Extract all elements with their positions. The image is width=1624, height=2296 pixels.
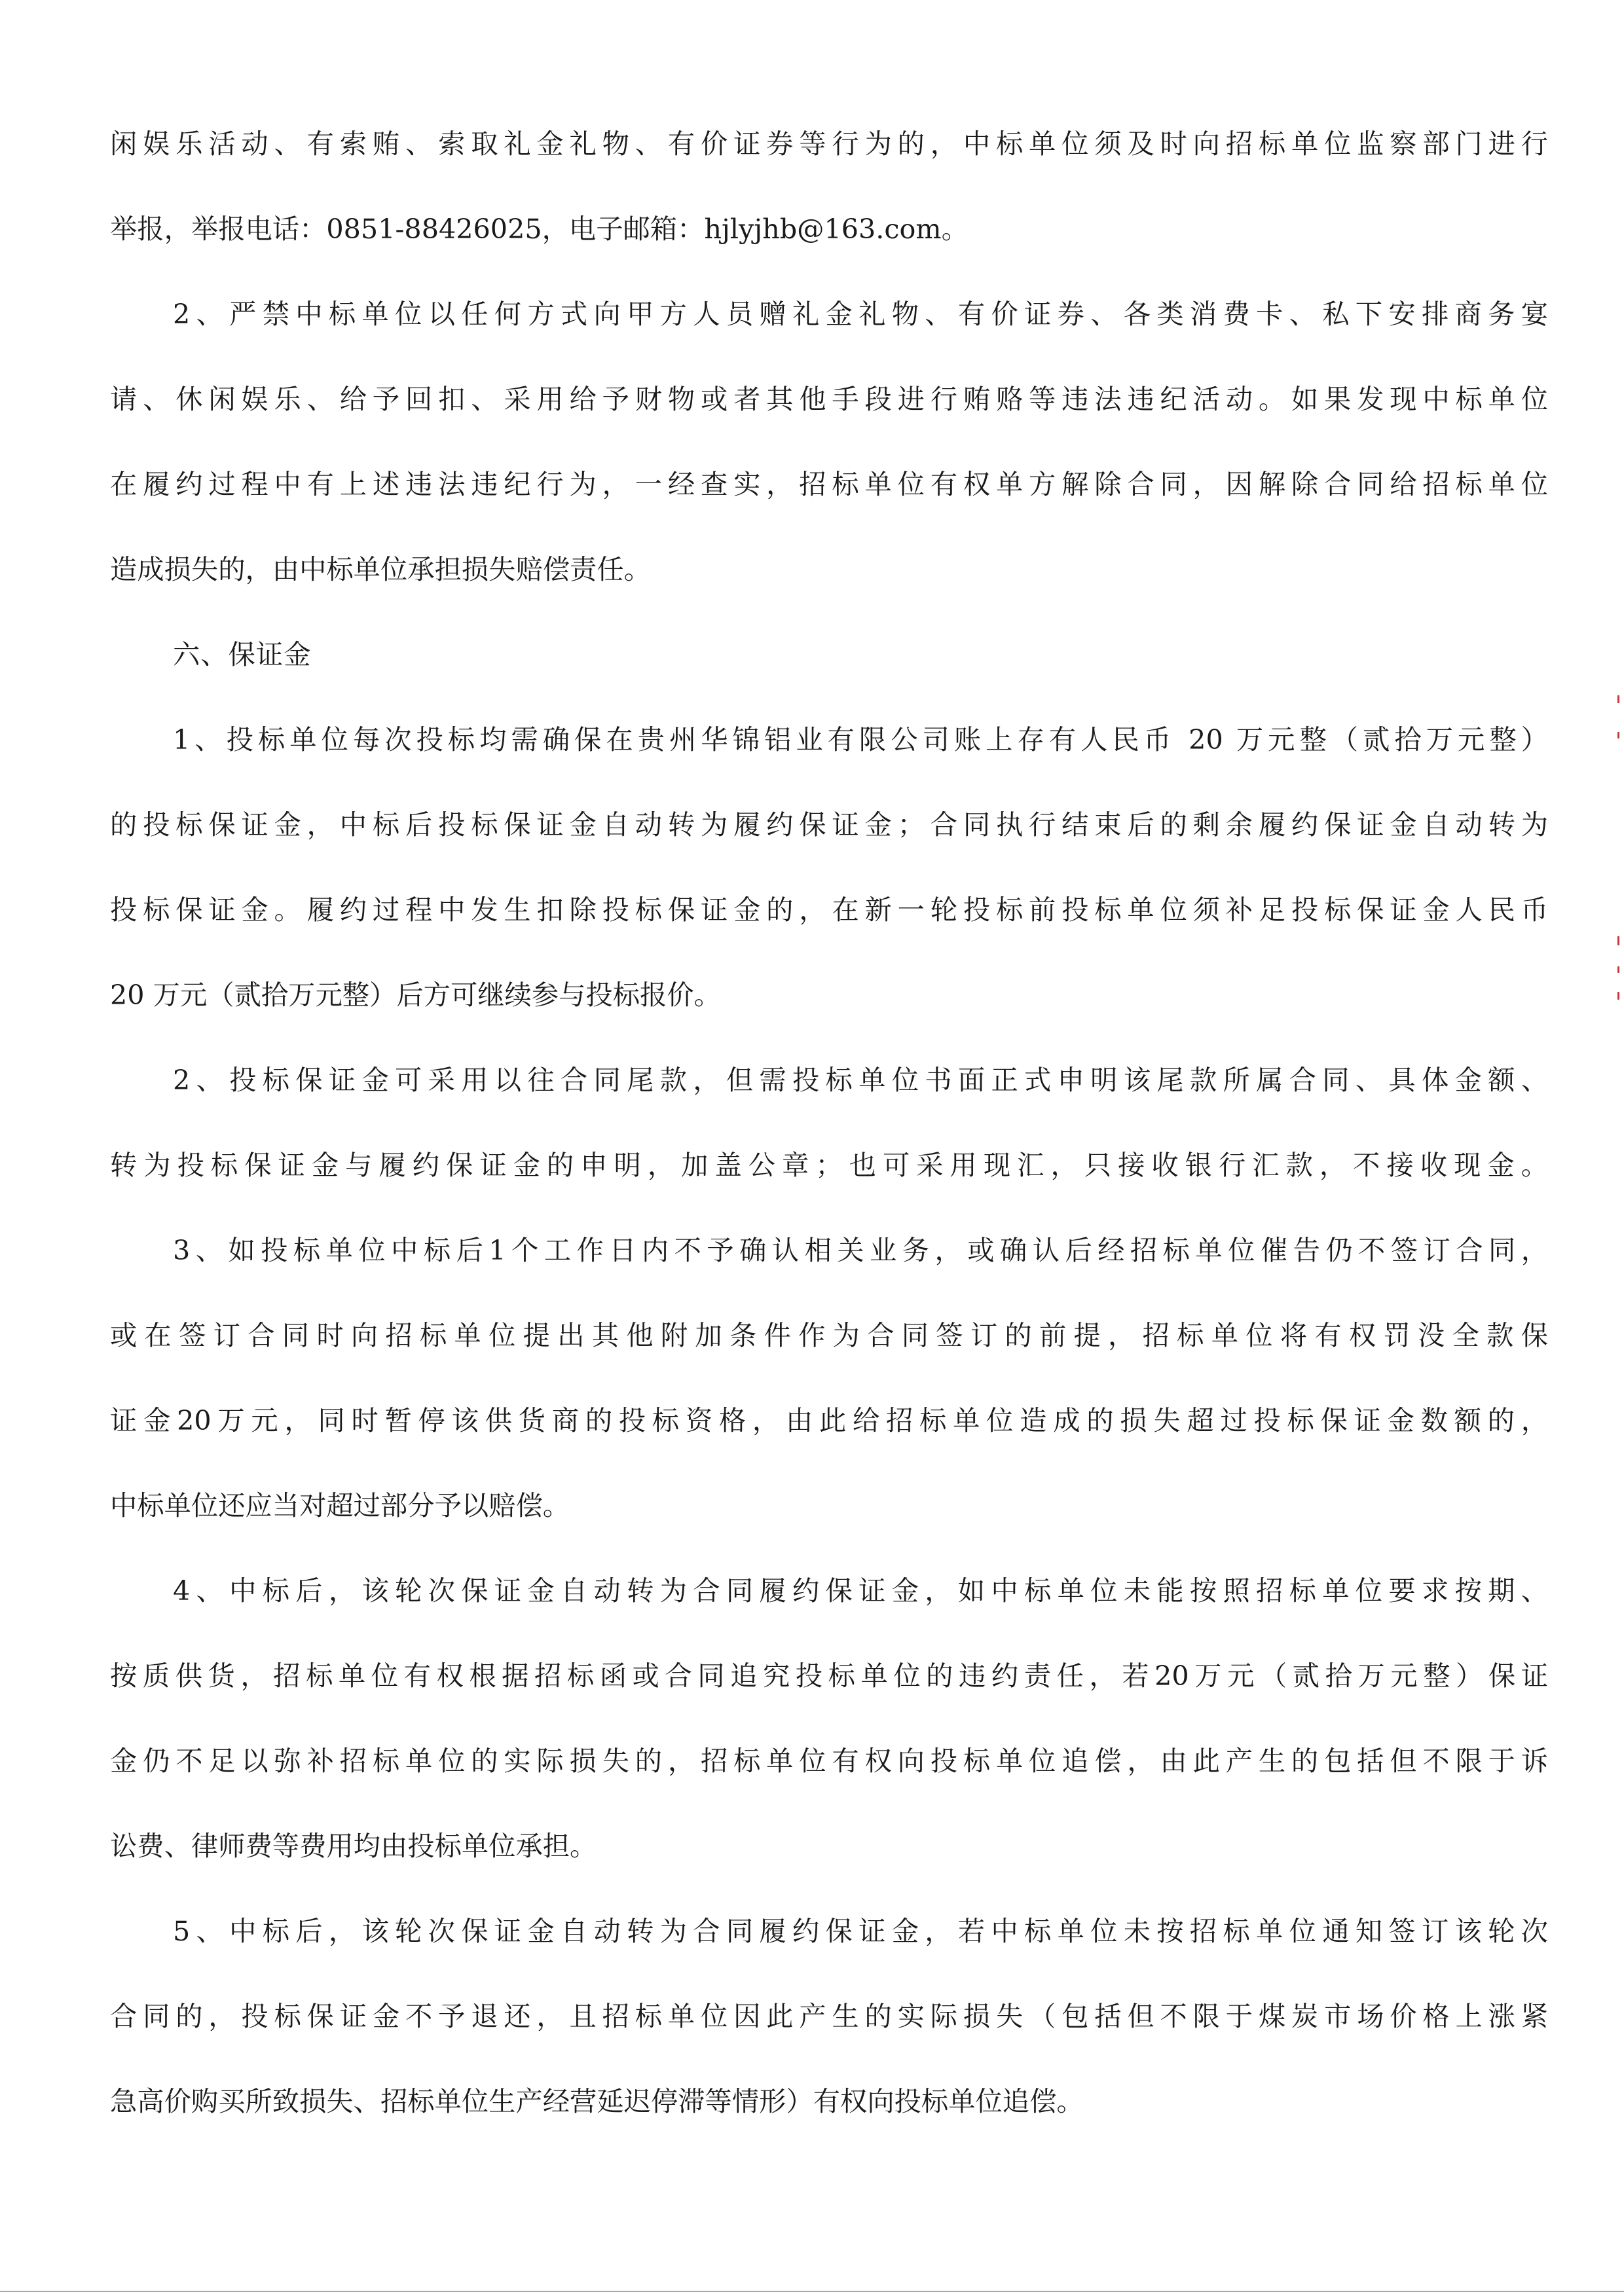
section-heading: 六、保证金 bbox=[173, 639, 312, 670]
scan-mark bbox=[1617, 992, 1619, 1000]
text-line: 的投标保证金，中标后投标保证金自动转为履约保证金；合同执行结束后的剩余履约保证金自动转为 bbox=[110, 809, 1548, 841]
text-line: 4、中标后，该轮次保证金自动转为合同履约保证金，如中标单位未能按照招标单位要求按期、 bbox=[173, 1575, 1548, 1607]
text-line: 证金20万元，同时暂停该供货商的投标资格，由此给招标单位造成的损失超过投标保证金数额的， bbox=[110, 1405, 1548, 1436]
text-line: 1、投标单位每次投标均需确保在贵州华锦铝业有限公司账上存有人民币 20 万元整（贰拾万元整） bbox=[173, 724, 1548, 756]
text-line: 中标单位还应当对超过部分予以赔偿。 bbox=[110, 1490, 570, 1522]
text-line: 急高价购买所致损失、招标单位生产经营延迟停滞等情形）有权向投标单位追偿。 bbox=[110, 2086, 1084, 2117]
text-line: 转为投标保证金与履约保证金的申明，加盖公章；也可采用现汇，只接收银行汇款，不接收现金。 bbox=[110, 1150, 1548, 1181]
scan-mark bbox=[1617, 966, 1619, 973]
text-line: 3、如投标单位中标后1个工作日内不予确认相关业务，或确认后经招标单位催告仍不签订合同， bbox=[173, 1235, 1548, 1266]
text-line: 合同的，投标保证金不予退还，且招标单位因此产生的实际损失（包括但不限于煤炭市场价格上涨紧 bbox=[110, 2001, 1548, 2032]
text-line: 金仍不足以弥补招标单位的实际损失的，招标单位有权向投标单位追偿，由此产生的包括但不限于诉 bbox=[110, 1745, 1548, 1777]
scan-mark bbox=[1617, 936, 1619, 945]
scan-mark bbox=[1617, 732, 1619, 738]
text-line: 闲娱乐活动、有索贿、索取礼金礼物、有价证券等行为的，中标单位须及时向招标单位监察部门进行 bbox=[110, 128, 1548, 160]
text-line: 按质供货，招标单位有权根据招标函或合同追究投标单位的违约责任，若20万元（贰拾万元整）保证 bbox=[110, 1660, 1548, 1692]
text-line: 20 万元（贰拾万元整）后方可继续参与投标报价。 bbox=[110, 979, 721, 1011]
text-line: 造成损失的，由中标单位承担损失赔偿责任。 bbox=[110, 554, 651, 585]
text-line: 2、投标保证金可采用以往合同尾款，但需投标单位书面正式申明该尾款所属合同、具体金额、 bbox=[173, 1065, 1548, 1096]
text-line: 讼费、律师费等费用均由投标单位承担。 bbox=[110, 1831, 597, 1862]
text-line: 请、休闲娱乐、给予回扣、采用给予财物或者其他手段进行贿赂等违法违纪活动。如果发现中标单位 bbox=[110, 384, 1548, 415]
page-bottom-edge bbox=[0, 2291, 1624, 2292]
scan-mark bbox=[1617, 695, 1619, 703]
text-line: 举报，举报电话：0851-88426025，电子邮箱：hjlyjhb@163.com。 bbox=[110, 213, 969, 245]
text-line: 投标保证金。履约过程中发生扣除投标保证金的，在新一轮投标前投标单位须补足投标保证金人民币 bbox=[110, 894, 1548, 926]
text-line: 2、严禁中标单位以任何方式向甲方人员赠礼金礼物、有价证券、各类消费卡、私下安排商务宴 bbox=[173, 299, 1548, 330]
text-line: 或在签订合同时向招标单位提出其他附加条件作为合同签订的前提，招标单位将有权罚没全款保 bbox=[110, 1320, 1548, 1351]
text-line: 在履约过程中有上述违法违纪行为，一经查实，招标单位有权单方解除合同，因解除合同给招标单位 bbox=[110, 469, 1548, 500]
text-line: 5、中标后，该轮次保证金自动转为合同履约保证金，若中标单位未按招标单位通知签订该轮次 bbox=[173, 1916, 1548, 1947]
